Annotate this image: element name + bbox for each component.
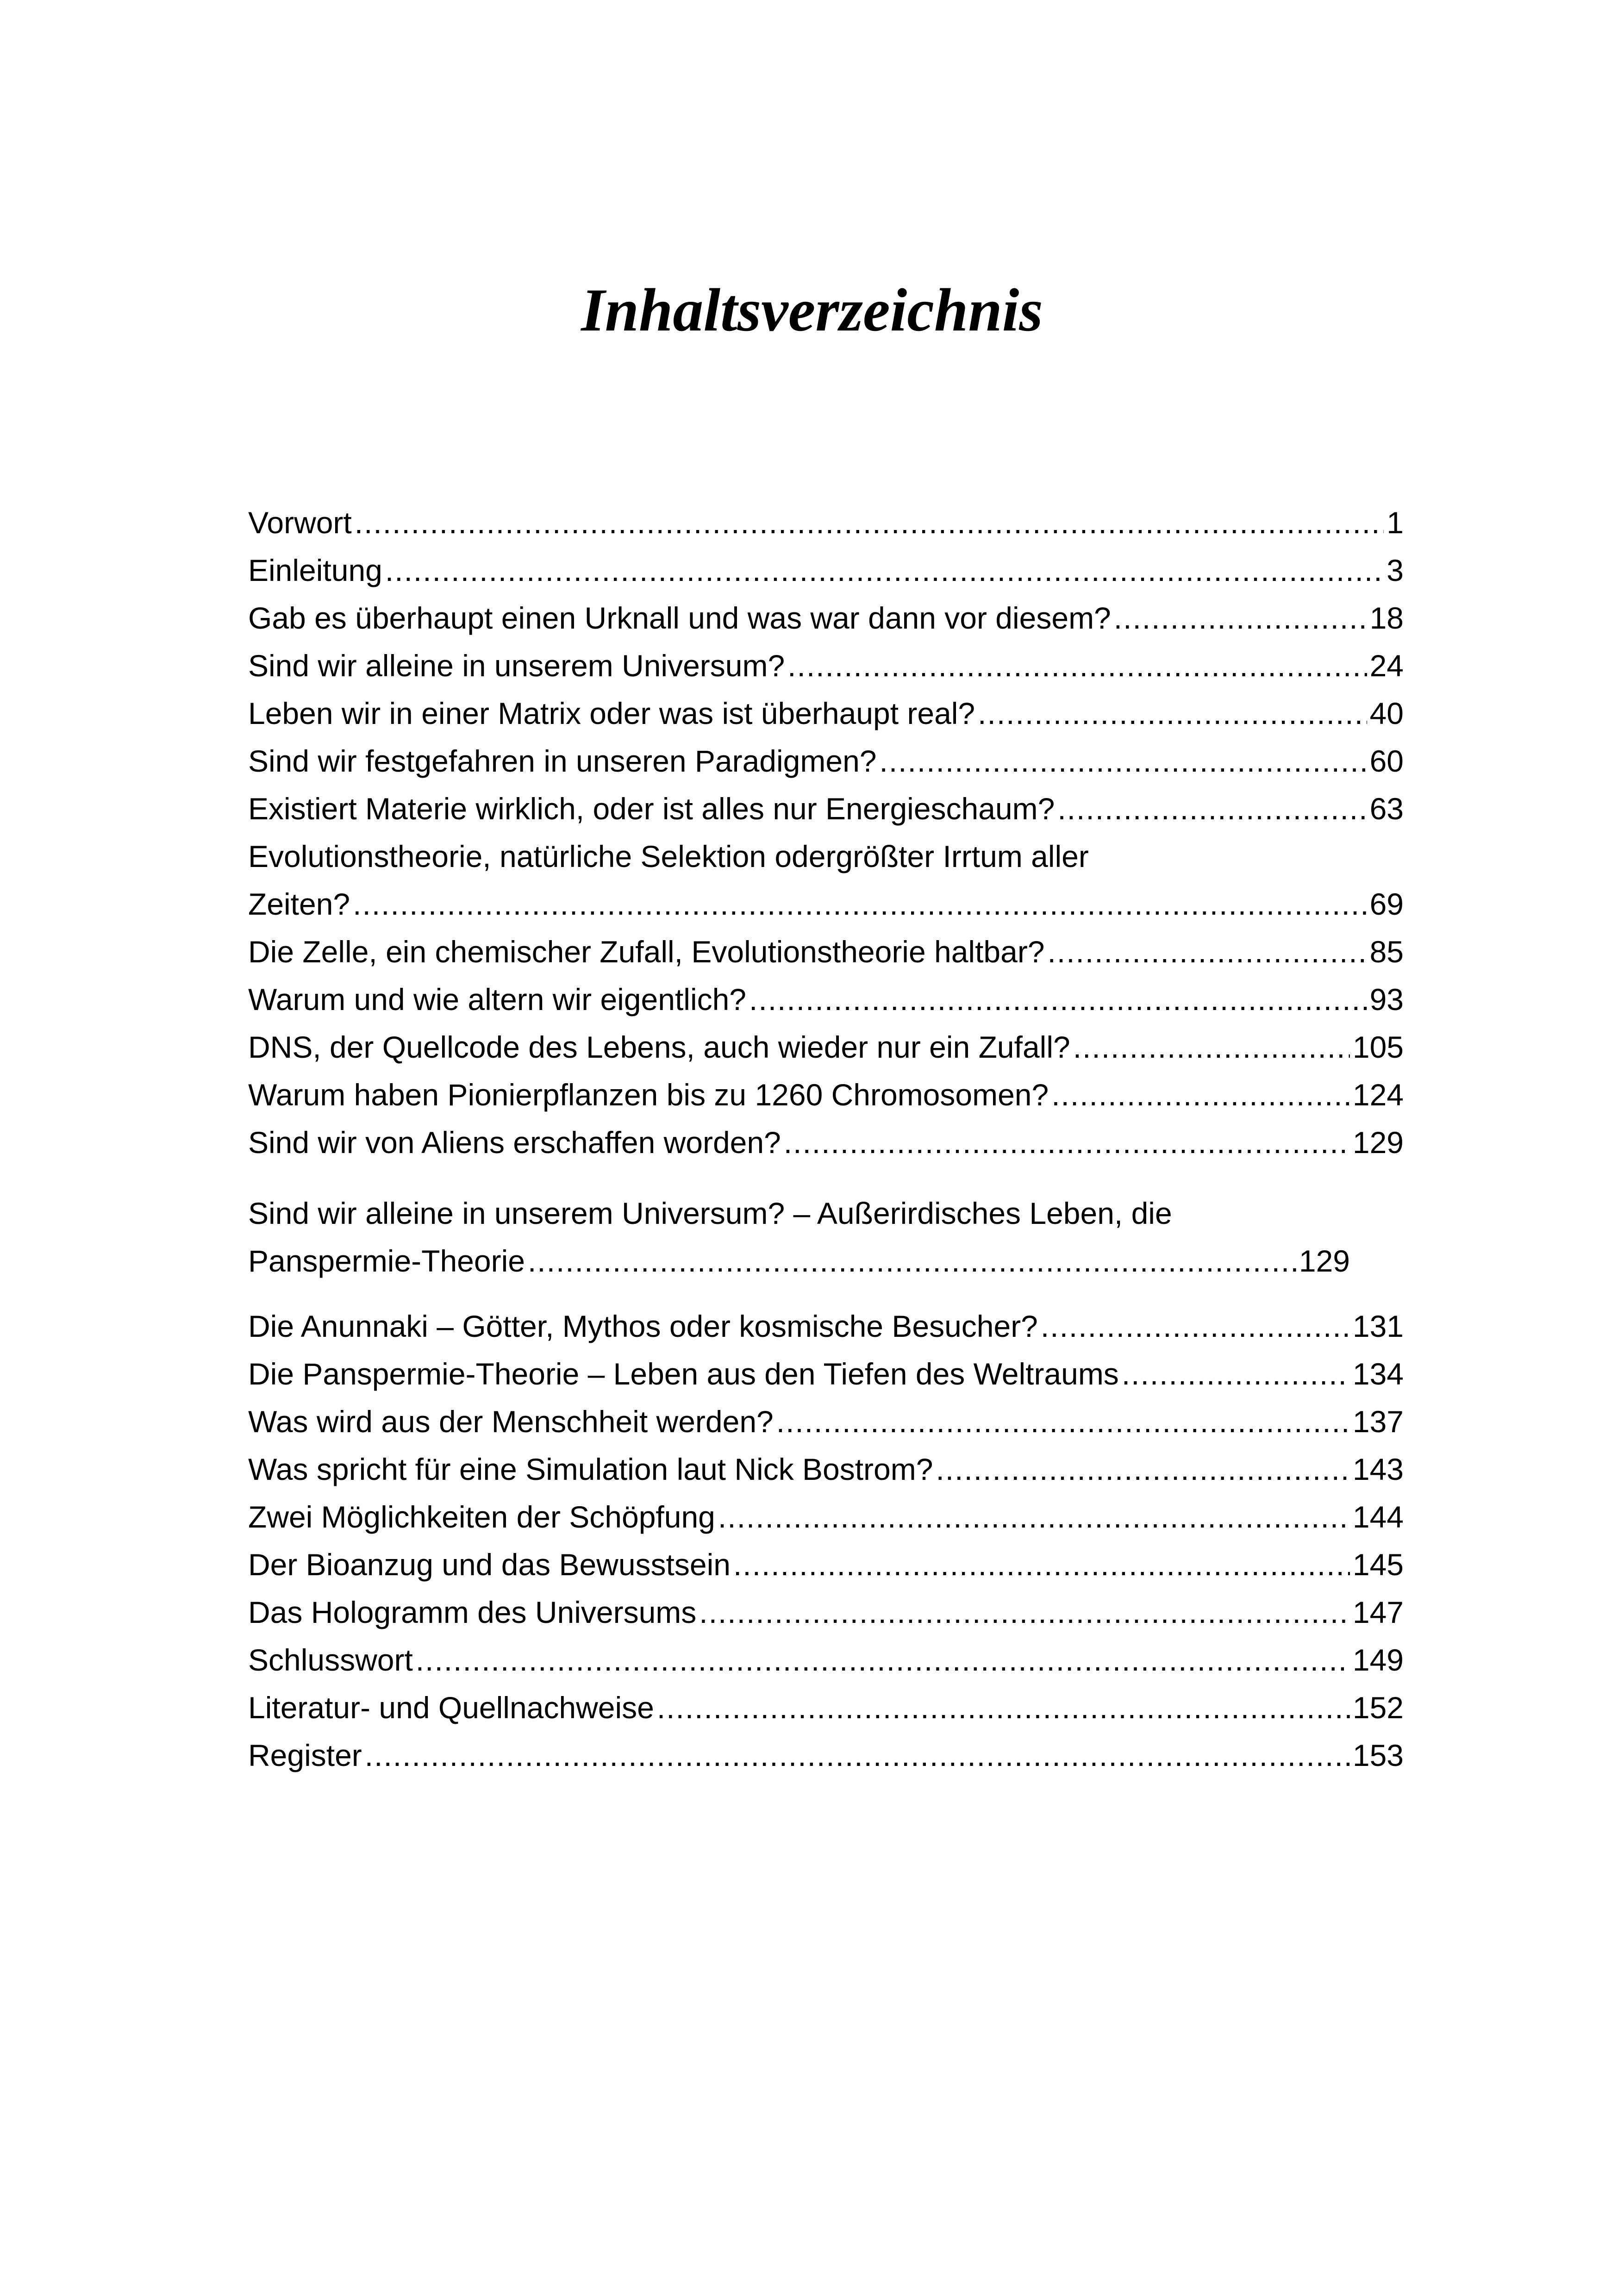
toc-entry-literatur[interactable] (248, 1684, 1404, 1732)
toc-leader-dots (1041, 1303, 1350, 1350)
toc-entry-altern[interactable] (248, 976, 1404, 1023)
toc-leader-dots (528, 1237, 1296, 1285)
toc-leader-dots (776, 1398, 1350, 1446)
toc-leader-dots (353, 880, 1367, 928)
toc-entry-label: Was wird aus der Menschheit werden? (248, 1404, 774, 1439)
toc-entry-page: 152 (1352, 1690, 1404, 1725)
toc-leader-dots (718, 1493, 1350, 1541)
toc-leader-dots (365, 1732, 1350, 1779)
toc-entry-dns[interactable] (248, 1023, 1404, 1071)
toc-entry-label: Sind wir alleine in unserem Universum? (248, 649, 785, 683)
toc-leader-dots (416, 1636, 1350, 1684)
toc-entry-hologramm[interactable] (248, 1589, 1404, 1636)
toc-leader-dots (879, 737, 1367, 785)
toc-entry-label: Der Bioanzug und das Bewusstsein (248, 1547, 731, 1582)
toc-entry-ausserirdisch[interactable] (248, 1237, 1350, 1285)
toc-entry-page: 134 (1352, 1357, 1404, 1391)
toc-entry-page: 85 (1369, 935, 1404, 969)
toc-entry-label: Das Hologramm des Universums (248, 1595, 697, 1629)
toc-entry-evolution[interactable] (248, 880, 1404, 928)
toc-leader-dots (784, 1119, 1350, 1166)
toc-leader-dots (1057, 785, 1367, 833)
toc-leader-dots (1114, 594, 1367, 642)
toc-entry-schlusswort[interactable] (248, 1636, 1404, 1684)
toc-entry-label: Leben wir in einer Matrix oder was ist überhaupt real? (248, 696, 975, 730)
toc-entry-label: Warum haben Pionierpflanzen bis zu 1260 Chromosomen? (248, 1078, 1049, 1112)
toc-entry-label: Die Panspermie-Theorie – Leben aus den Tiefen des Weltraums (248, 1357, 1119, 1391)
toc-entry-alleine-im-universum[interactable] (248, 642, 1404, 690)
toc-entry-page: 24 (1369, 649, 1404, 683)
toc-leader-dots (978, 690, 1367, 737)
toc-leader-dots (657, 1684, 1350, 1732)
toc-leader-dots (1122, 1350, 1350, 1398)
toc-leader-dots (355, 499, 1384, 547)
toc-entry-page: 143 (1352, 1452, 1404, 1486)
toc-entry-page: 129 (1352, 1125, 1404, 1160)
toc-entry-materie[interactable] (248, 785, 1404, 833)
toc-entry-label: Was spricht für eine Simulation laut Nick Bostrom? (248, 1452, 933, 1486)
toc-entry-page: 124 (1352, 1078, 1404, 1112)
toc-entry-zelle[interactable] (248, 928, 1404, 976)
toc-entry-label: Zeiten? (248, 887, 350, 921)
page-title: Inhaltsverzeichnis (581, 276, 1043, 344)
toc-entry-page: 18 (1369, 601, 1404, 635)
toc-leader-dots (733, 1541, 1350, 1589)
toc-leader-dots (1051, 1071, 1350, 1119)
toc-entry-simulation[interactable] (248, 1446, 1404, 1493)
toc-entry-einleitung[interactable] (248, 547, 1404, 594)
toc-leader-dots (936, 1446, 1349, 1493)
toc-entry-page: 93 (1369, 982, 1404, 1017)
toc-entry-page: 131 (1352, 1309, 1404, 1343)
toc-entry-page: 147 (1352, 1595, 1404, 1629)
toc-entry-matrix[interactable] (248, 690, 1404, 737)
toc-leader-dots (385, 547, 1384, 594)
toc-entry-label: Panspermie-Theorie (248, 1244, 525, 1278)
toc-entry-panspermie[interactable] (248, 1350, 1404, 1398)
toc-entry-page: 3 (1387, 553, 1404, 587)
toc-entry-label: Gab es überhaupt einen Urknall und was war dann vor diesem? (248, 601, 1111, 635)
toc-entry-label: Vorwort (248, 505, 352, 540)
toc-entry-label: Literatur- und Quellnachweise (248, 1690, 654, 1725)
toc-entry-label: Zwei Möglichkeiten der Schöpfung (248, 1500, 715, 1534)
toc-entry-page: 145 (1352, 1547, 1404, 1582)
toc-entry-label: Sind wir von Aliens erschaffen worden? (248, 1125, 781, 1160)
toc-entry-page: 105 (1352, 1030, 1404, 1064)
toc-entry-pionierpflanzen[interactable] (248, 1071, 1404, 1119)
toc-entry-page: 144 (1352, 1500, 1404, 1534)
toc-entry-label: Die Zelle, ein chemischer Zufall, Evolutionstheorie haltbar? (248, 935, 1045, 969)
toc-entry-paradigmen[interactable] (248, 737, 1404, 785)
toc-entry-label: Einleitung (248, 553, 382, 587)
toc-entry-page: 60 (1369, 744, 1404, 778)
toc-entry-label: Schlusswort (248, 1643, 413, 1677)
toc-entry-label: Sind wir festgefahren in unseren Paradigmen? (248, 744, 877, 778)
toc-entry-bioanzug[interactable] (248, 1541, 1404, 1589)
toc-entry-label: Warum und wie altern wir eigentlich? (248, 982, 747, 1017)
toc-entry-page: 1 (1387, 505, 1404, 540)
toc-leader-dots (699, 1589, 1350, 1636)
toc-entry-aliens[interactable] (248, 1119, 1404, 1166)
toc-entry-vorwort[interactable] (248, 499, 1404, 547)
toc-entry-page: 63 (1369, 792, 1404, 826)
toc-entry-page: 129 (1299, 1244, 1350, 1278)
toc-leader-dots (1048, 928, 1367, 976)
toc-entry-label: Existiert Materie wirklich, oder ist alles nur Energieschaum? (248, 792, 1055, 826)
toc-leader-dots (787, 642, 1367, 690)
toc-entry-ausserirdisch-line1: Sind wir alleine in unserem Universum? – Außerirdisches Leben, die (248, 1196, 1172, 1230)
toc-entry-register[interactable] (248, 1732, 1404, 1779)
toc-entry-menschheit[interactable] (248, 1398, 1404, 1446)
toc-entry-evolution-line1: Evolutionstheorie, natürliche Selektion odergrößter Irrtum aller (248, 839, 1089, 873)
toc-entry-page: 153 (1352, 1738, 1404, 1772)
toc-entry-label: DNS, der Quellcode des Lebens, auch wieder nur ein Zufall? (248, 1030, 1070, 1064)
toc-entry-anunnaki[interactable] (248, 1303, 1404, 1350)
toc-entry-page: 137 (1352, 1404, 1404, 1439)
toc-entry-urknall[interactable] (248, 594, 1404, 642)
toc-entry-schoepfung[interactable] (248, 1493, 1404, 1541)
toc-entry-label: Die Anunnaki – Götter, Mythos oder kosmische Besucher? (248, 1309, 1038, 1343)
toc-entry-page: 69 (1369, 887, 1404, 921)
toc-leader-dots (1073, 1023, 1350, 1071)
toc-entry-label: Register (248, 1738, 362, 1772)
toc-leader-dots (749, 976, 1367, 1023)
table-of-contents (248, 499, 1404, 1779)
toc-entry-page: 40 (1369, 696, 1404, 730)
toc-entry-page: 149 (1352, 1643, 1404, 1677)
